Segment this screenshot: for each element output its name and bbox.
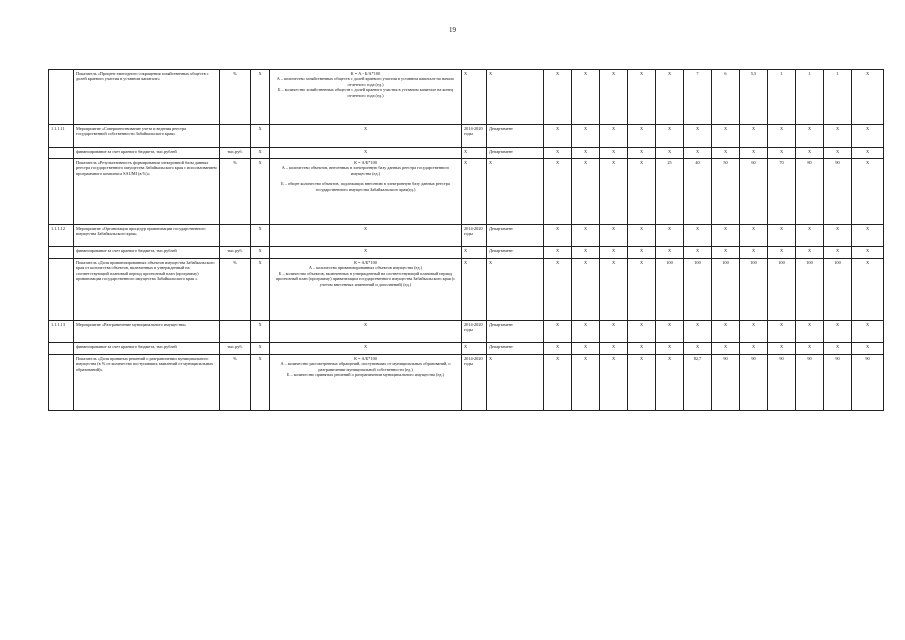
row-value: Х <box>740 247 768 259</box>
formula-line: А – количество объектов, внесенных в электронную базу данных реестра государственного имущества (ед.) <box>281 165 450 176</box>
row-marker: Х <box>251 70 270 125</box>
row-value: Х <box>684 225 712 247</box>
row-code <box>49 159 74 225</box>
row-name: Показатель «Доля приватизированных объектов имущества Забайкальского края от количества объектов, включенных в утвержденный на соответствующий плановый период прогнозный план (программу) приватизации государственного имущества Забайкальского края » <box>74 259 220 321</box>
row-value: Х <box>600 259 628 321</box>
formula-line: Б – общее количество объектов, подлежащих внесению в электронную базу данных реестра государственного имущества Забайкальского края(ед.) <box>281 181 450 192</box>
row-value: Х <box>768 225 796 247</box>
row-value: 7 <box>684 70 712 125</box>
row-code <box>49 343 74 355</box>
row-value: Х <box>544 70 572 125</box>
row-value: Х <box>740 225 768 247</box>
table-row <box>49 259 884 321</box>
row-value: Х <box>600 355 628 411</box>
table-row <box>49 70 884 125</box>
row-name: Мероприятие «Совершенствование учета и ведения реестра государственной собственности Забайкальского края» <box>74 125 220 148</box>
row-value: Х <box>600 321 628 343</box>
row-value: Х <box>656 355 684 411</box>
row-value: Х <box>796 247 824 259</box>
formula-line: А – количество рассмотренных обращений, поступивших от муниципальных образований, о разграничении муниципальной собственности (ед.) <box>280 361 451 372</box>
row-value: Х <box>572 159 600 225</box>
formula-line: Х <box>363 126 368 131</box>
row-unit: % <box>220 355 251 411</box>
row-value: 80 <box>796 159 824 225</box>
row-value: Х <box>684 148 712 159</box>
row-value: Х <box>824 225 852 247</box>
row-value: Х <box>600 247 628 259</box>
row-value: 90 <box>796 355 824 411</box>
row-executor: Департамент <box>487 125 544 148</box>
row-executor: Департамент <box>487 247 544 259</box>
row-value: Х <box>796 148 824 159</box>
row-value: Х <box>600 159 628 225</box>
row-period: Х <box>462 343 487 355</box>
row-executor: Департамент <box>487 148 544 159</box>
row-value: Х <box>684 343 712 355</box>
row-formula <box>270 355 462 411</box>
row-formula <box>270 70 462 125</box>
row-code <box>49 70 74 125</box>
row-value: Х <box>544 259 572 321</box>
row-value: Х <box>824 148 852 159</box>
row-value: Х <box>740 148 768 159</box>
formula-line: Б – количество хозяйственных обществ с долей краевого участия в уставном капитале на конец отчетного года (ед.) <box>278 87 453 98</box>
row-unit: тыс.руб. <box>220 343 251 355</box>
row-period: 2014-2020 годы <box>462 125 487 148</box>
row-formula <box>270 247 462 259</box>
table-row <box>49 159 884 225</box>
table-row <box>49 148 884 159</box>
row-value: Х <box>628 259 656 321</box>
row-unit: тыс.руб. <box>220 148 251 159</box>
row-value: 90 <box>824 159 852 225</box>
row-formula <box>270 321 462 343</box>
row-value: Х <box>852 321 884 343</box>
row-value: 100 <box>712 259 740 321</box>
row-formula <box>270 125 462 148</box>
row-value: Х <box>712 321 740 343</box>
row-name: Мероприятие «Разграничение муниципального имущества» <box>74 321 220 343</box>
page-number: 19 <box>449 26 456 34</box>
row-value: Х <box>852 159 884 225</box>
row-value: 90 <box>768 355 796 411</box>
table-row <box>49 355 884 411</box>
row-unit <box>220 125 251 148</box>
row-formula <box>270 225 462 247</box>
row-value: Х <box>628 125 656 148</box>
formula-line: Х <box>363 226 368 231</box>
row-value: 50 <box>712 159 740 225</box>
formula-line: К = А/Б*100 <box>354 160 377 165</box>
table-row <box>49 321 884 343</box>
row-value: Х <box>768 343 796 355</box>
row-value: Х <box>768 247 796 259</box>
formula-line: А – количество хозяйственных обществ с долей краевого участия в уставном капитале на начало отчетного года (ед.) <box>276 76 455 87</box>
row-marker: Х <box>251 159 270 225</box>
row-value: 90 <box>712 355 740 411</box>
row-value: Х <box>544 225 572 247</box>
row-unit <box>220 225 251 247</box>
row-value: 100 <box>656 259 684 321</box>
row-value: Х <box>656 125 684 148</box>
row-value: Х <box>740 321 768 343</box>
row-value: 70 <box>768 159 796 225</box>
row-value: 25 <box>656 159 684 225</box>
row-value: Х <box>628 321 656 343</box>
row-value: Х <box>852 148 884 159</box>
row-value: Х <box>740 343 768 355</box>
row-value: Х <box>740 125 768 148</box>
row-value: Х <box>712 148 740 159</box>
table-row <box>49 343 884 355</box>
formula-line: К = А/Б*100 <box>354 260 377 265</box>
row-value: Х <box>600 225 628 247</box>
row-value: Х <box>712 125 740 148</box>
row-value: Х <box>824 321 852 343</box>
row-marker: Х <box>251 225 270 247</box>
row-value: Х <box>600 70 628 125</box>
row-value: 82,7 <box>684 355 712 411</box>
row-value: Х <box>656 247 684 259</box>
row-executor: Х <box>487 159 544 225</box>
row-name: Показатель «Результативность формирования электронной базы данных реестра государственного имущества Забайкальского края с использованием программного комплекса SAUMI (в %)» <box>74 159 220 225</box>
row-value: 100 <box>824 259 852 321</box>
row-code <box>49 247 74 259</box>
row-value: Х <box>852 247 884 259</box>
row-formula <box>270 148 462 159</box>
row-value: Х <box>796 225 824 247</box>
row-name: финансирование за счет краевого бюджета, тыс.рублей <box>74 148 220 159</box>
row-name: финансирование за счет краевого бюджета, тыс.рублей <box>74 343 220 355</box>
row-value: Х <box>656 225 684 247</box>
row-unit <box>220 321 251 343</box>
row-value: Х <box>712 343 740 355</box>
row-value: Х <box>544 355 572 411</box>
row-name: финансирование за счет краевого бюджета, тыс.рублей <box>74 247 220 259</box>
table-row <box>49 225 884 247</box>
row-code: 1.1.1.13 <box>49 321 74 343</box>
row-value: Х <box>628 225 656 247</box>
row-value: 6 <box>712 70 740 125</box>
formula-line: Х <box>363 344 368 349</box>
row-marker: Х <box>251 125 270 148</box>
row-value: Х <box>544 247 572 259</box>
row-value: Х <box>852 125 884 148</box>
row-value: Х <box>656 343 684 355</box>
row-code: 1.1.1.12 <box>49 225 74 247</box>
formula-line: Х <box>363 149 368 154</box>
row-value: 100 <box>796 259 824 321</box>
row-value: Х <box>656 321 684 343</box>
row-name: Показатель «Доля принятых решений о разграничении муниципального имущества (в % от количества поступивших заявлений от муниципальных образований)» <box>74 355 220 411</box>
row-value: Х <box>544 159 572 225</box>
row-executor: Департамент <box>487 321 544 343</box>
row-executor: Х <box>487 70 544 125</box>
row-marker: Х <box>251 355 270 411</box>
row-marker: Х <box>251 148 270 159</box>
row-value: Х <box>684 125 712 148</box>
formula-line: А – количество приватизированных объектов имущества (ед.) <box>308 265 423 271</box>
row-value: Х <box>796 321 824 343</box>
row-value: 100 <box>768 259 796 321</box>
row-code <box>49 148 74 159</box>
row-value: Х <box>572 343 600 355</box>
row-period: 2014-2020 годы <box>462 321 487 343</box>
row-value: Х <box>712 225 740 247</box>
row-value: Х <box>544 343 572 355</box>
row-value: 60 <box>740 159 768 225</box>
row-unit: % <box>220 259 251 321</box>
row-value: Х <box>572 259 600 321</box>
row-value: Х <box>796 125 824 148</box>
row-marker: Х <box>251 321 270 343</box>
formula-line: Х <box>363 248 368 253</box>
row-value: 90 <box>740 355 768 411</box>
row-value: 90 <box>824 355 852 411</box>
row-value: Х <box>852 343 884 355</box>
row-value: Х <box>600 125 628 148</box>
row-value: Х <box>628 70 656 125</box>
formula-line: Б – количество объектов, включенных в утвержденный на соответствующий плановый период прогнозный план (программу) приватизации государственного имущества Забайкальского края (с учетом внесенных изменений и дополнений) (ед.) <box>275 270 456 287</box>
row-value: Х <box>796 343 824 355</box>
row-value: Х <box>628 355 656 411</box>
row-value: Х <box>572 225 600 247</box>
row-value: Х <box>768 125 796 148</box>
row-value: Х <box>852 225 884 247</box>
row-period: Х <box>462 148 487 159</box>
row-value: Х <box>572 355 600 411</box>
row-value: Х <box>656 148 684 159</box>
row-value: Х <box>824 125 852 148</box>
row-value: Х <box>544 148 572 159</box>
row-formula <box>270 259 462 321</box>
formula-line: Б – количество принятых решений о разграничении муниципального имущества (ед.) <box>287 372 444 378</box>
row-value: Х <box>544 321 572 343</box>
program-table <box>48 69 884 411</box>
row-marker: Х <box>251 247 270 259</box>
row-period: 2014-2020 годы <box>462 355 487 411</box>
row-value: Х <box>600 343 628 355</box>
row-value: Х <box>768 321 796 343</box>
row-value: Х <box>572 247 600 259</box>
row-unit: % <box>220 159 251 225</box>
row-code <box>49 259 74 321</box>
row-value: 100 <box>740 259 768 321</box>
row-value: 40 <box>684 159 712 225</box>
row-value: Х <box>852 70 884 125</box>
table-row <box>49 247 884 259</box>
row-value: Х <box>684 247 712 259</box>
row-value: Х <box>712 247 740 259</box>
row-value: Х <box>824 343 852 355</box>
row-code <box>49 355 74 411</box>
formula-line: Х <box>363 322 368 327</box>
row-unit: тыс.руб. <box>220 247 251 259</box>
row-value: Х <box>628 343 656 355</box>
table-row <box>49 125 884 148</box>
row-value: 90 <box>852 355 884 411</box>
row-formula <box>270 343 462 355</box>
row-period: Х <box>462 247 487 259</box>
row-value: Х <box>824 247 852 259</box>
row-period: Х <box>462 259 487 321</box>
row-marker: Х <box>251 259 270 321</box>
row-value: Х <box>572 70 600 125</box>
table-body <box>49 70 884 411</box>
row-unit: % <box>220 70 251 125</box>
row-value: 1 <box>796 70 824 125</box>
row-value: Х <box>572 125 600 148</box>
row-value: Х <box>628 247 656 259</box>
row-value: Х <box>852 259 884 321</box>
row-period: 2014-2020 годы <box>462 225 487 247</box>
formula-line: К = А - Б/А*100 <box>350 71 381 76</box>
formula-line: К = А/Б*100 <box>354 356 377 361</box>
row-executor: Департамент <box>487 343 544 355</box>
row-executor: Департамент <box>487 225 544 247</box>
row-value: 100 <box>684 259 712 321</box>
row-value: Х <box>656 70 684 125</box>
row-value: Х <box>768 148 796 159</box>
row-value: Х <box>628 148 656 159</box>
row-period: Х <box>462 70 487 125</box>
row-name: Мероприятие «Организация процедур приватизации государственного имущества Забайкальского края» <box>74 225 220 247</box>
row-name: Показатель «Процент ежегодного сокращения хозяйственных обществ с долей краевого участия в уставном капитале» <box>74 70 220 125</box>
row-code: 1.1.1.11 <box>49 125 74 148</box>
row-value: 1 <box>824 70 852 125</box>
row-value: Х <box>628 159 656 225</box>
row-value: Х <box>572 148 600 159</box>
row-formula <box>270 159 462 225</box>
row-executor: Х <box>487 259 544 321</box>
row-value: Х <box>572 321 600 343</box>
row-value: Х <box>684 321 712 343</box>
row-value: 1 <box>768 70 796 125</box>
row-value: 5,5 <box>740 70 768 125</box>
row-executor: Х <box>487 355 544 411</box>
row-marker: Х <box>251 343 270 355</box>
row-value: Х <box>600 148 628 159</box>
row-period: Х <box>462 159 487 225</box>
row-value: Х <box>544 125 572 148</box>
